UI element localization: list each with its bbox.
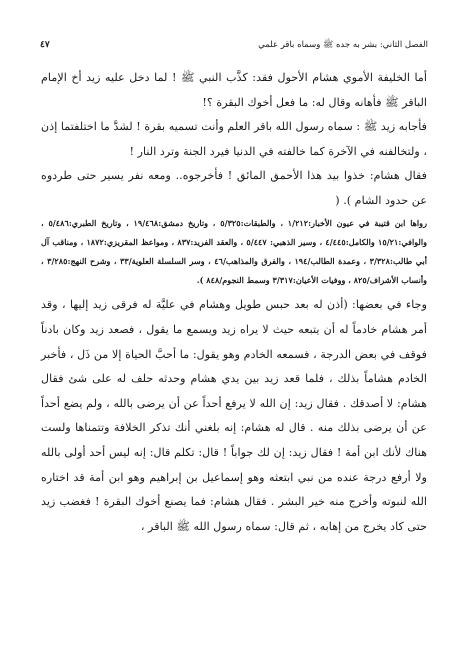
page-header	[40, 38, 428, 52]
paragraph-2: فأجابه زيد ﷺ : سماه رسول الله باقر العلم وأنت تسميه بقرة ! لشدَّ ما اختلفتما إذن ، ولتخالفنه في الآخرة كما خالفته في الدنيا فيرد الجنة وترد النار !	[41, 120, 427, 158]
page-body	[41, 66, 427, 539]
paragraph-3: فقال هشام: خذوا بيد هذا الأحمق المائق ! فأخرجوه.. ومعه نفر يسير حتى طردوه عن حدود الشام ). (	[41, 169, 427, 207]
paragraph-1: أما الخليفة الأموي هشام الأحول فقد: كذَّب النبي ﷺ ! لما دخل عليه زيد أخ الإمام الباقر ﷺ فأهانه وقال له: ما فعل أخوك البقرة ؟!	[41, 71, 427, 109]
paragraph-4: وجاء في بعضها: (أذن له بعد حبس طويل وهشام في عليَّة له فرقى زيد إليها ، وقد أمر هشام خادماً له أن يتبعه حيث لا يراه زيد ويسمع ما يقول ، فصعد زيد وكان بادناً فوقف في بعض الدرجة ، فسمعه الخادم وهو يقول: ما أحبَّ الحياة إلا من ذَل ، فأخبر الخادم هشاماً بذلك ، فلما قعد زيد بين يدي هشام وحدثه حلف له على شئ فقال هشام: لا أصدقك . فقال زيد: إن الله لا يرفع أحداً عن أن يرضى بالله ، ولم يضع أحداً عن أن يرضى بذلك منه . قال له هشام: إنه بلغني أنك تذكر الخلافة وتتمناها ولست هناك لأنك ابن أمة ! فقال زيد: إن لك جواباً ! قال: تكلم قال: إنه ليس أحد أولى بالله ولا أرفع درجة عنده من نبي ابتعثه وهو إسماعيل بن إبراهيم وهو ابن أمة قد اختاره الله لنبوته وأخرج منه خير البشر . فقال هشام: فما يصنع أخوك البقرة ! فغضب زيد حتى كاد يخرج من إهابه ، ثم قال: سماه رسول الله ﷺ الباقر ،	[41, 298, 427, 533]
reference-citations: رواها ابن قتيبة في عيون الأخبار:١/٢١٢ ، والطبقات:٥/٣٢٥ ، وتاريخ دمشق:١٩/٤٦٨ ، وتاريخ الطبري:٥/٤٨٦ ، والوافي:١٥/٢١ والكامل:٤/٤٤٥ ، وسير الذهبي: ٥/٤٤٧ ، والعقد الفريد:٨٣٧ ، ومواعظ المقريزي:١٨٧٢ ، ومناقب آل أبي طالب:٣/٣٢٨ ، وعمدة الطالب/١٩٤ ، والفرق والمذاهب/٤٦ ، وسر السلسلة العلوية/٣٣ ، وشرح النهج:٣/٢٨٥ ، وأنساب الأشراف/٨٢٥ ، ووفيات الأعيان:٣/٣١٧ وسمط النجوم/٨٤٨ ).	[41, 217, 428, 286]
chapter-title: الفصل الثاني: بشر به جده ﷺ وسماه باقر علمي	[258, 40, 428, 50]
page-number: ٤٧	[40, 40, 50, 50]
